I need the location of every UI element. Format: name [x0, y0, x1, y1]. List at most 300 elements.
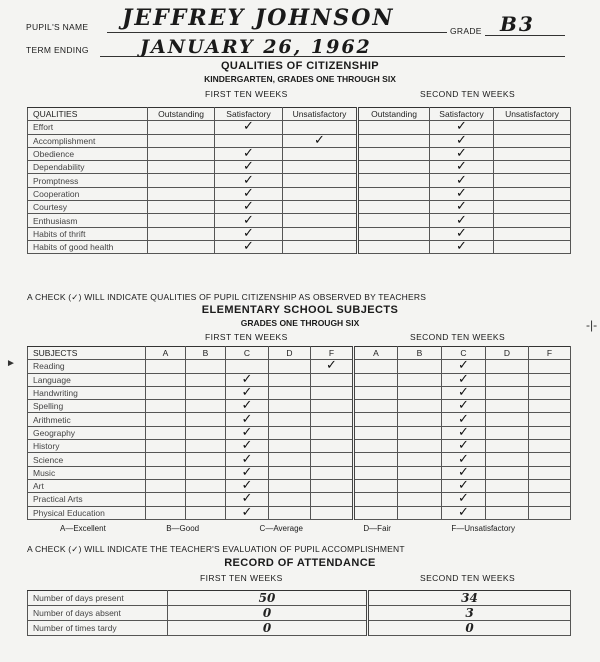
check-mark-icon: ✓	[241, 452, 253, 467]
table-row	[28, 453, 571, 466]
grade-cell	[398, 426, 442, 439]
rating-cell	[358, 240, 430, 253]
citizenship-note: A CHECK (✓) WILL INDICATE QUALITIES OF PUPIL CITIZENSHIP AS OBSERVED BY TEACHERS	[27, 292, 427, 302]
rating-cell	[430, 214, 494, 227]
check-mark-icon: ✓	[243, 173, 254, 188]
legend-a: A—Excellent	[60, 524, 106, 533]
grade-cell	[442, 400, 486, 413]
check-mark-icon: ✓	[456, 187, 467, 201]
legend-f: F—Unsatisfactory	[451, 524, 515, 533]
grade-cell	[146, 479, 186, 492]
grade-cell	[529, 360, 571, 373]
rating-cell	[430, 227, 494, 240]
check-mark-icon: ✓	[458, 506, 469, 520]
grade-value: B3	[500, 12, 535, 36]
check-mark-icon: ✓	[241, 399, 253, 413]
grade-cell	[146, 400, 186, 413]
grade-cell	[146, 360, 186, 373]
grade-cell	[398, 413, 442, 426]
grade-cell	[486, 373, 529, 386]
grade-cell	[146, 493, 186, 506]
grade-cell	[529, 413, 571, 426]
quality-name: Accomplishment	[28, 134, 148, 147]
rating-cell	[148, 174, 215, 187]
grade-cell	[354, 453, 398, 466]
grade-cell	[146, 426, 186, 439]
check-mark-icon: ✓	[243, 187, 254, 201]
check-mark-icon: ✓	[243, 160, 254, 174]
grade-cell	[354, 440, 398, 453]
table-row	[28, 373, 571, 386]
grade-cell	[442, 506, 486, 519]
grade-cell	[354, 400, 398, 413]
pupil-name-line	[107, 32, 447, 33]
grade-cell	[529, 373, 571, 386]
quality-name: Dependability	[28, 161, 148, 174]
grade-cell	[269, 386, 311, 399]
check-mark-icon: ✓	[243, 213, 254, 228]
grade-header-second-f: F	[529, 347, 571, 360]
rating-cell	[494, 161, 571, 174]
check-mark-icon: ✓	[241, 466, 253, 480]
grade-cell	[529, 386, 571, 399]
table-row	[28, 187, 571, 200]
grade-cell	[486, 453, 529, 466]
grade-cell	[354, 466, 398, 479]
grade-cell	[529, 493, 571, 506]
table-row	[28, 466, 571, 479]
grade-cell	[186, 413, 226, 426]
rating-cell	[148, 201, 215, 214]
rating-cell	[358, 174, 430, 187]
quality-name: Enthusiasm	[28, 214, 148, 227]
rating-cell	[283, 121, 358, 134]
grade-cell	[486, 426, 529, 439]
grade-cell	[186, 479, 226, 492]
subjects-title: ELEMENTARY SCHOOL SUBJECTS	[201, 304, 399, 316]
rating-cell	[430, 161, 494, 174]
citizenship-header-row	[28, 108, 571, 121]
check-mark-icon: ✓	[456, 120, 467, 135]
grade-cell	[269, 466, 311, 479]
grade-label: GRADE	[450, 26, 482, 36]
grade-cell	[354, 373, 398, 386]
grade-cell	[354, 360, 398, 373]
check-mark-icon: ✓	[458, 466, 469, 480]
attendance-label: Number of days present	[28, 591, 168, 606]
grade-header-first-b: B	[186, 347, 226, 360]
grade-header-second-c: C	[442, 347, 486, 360]
grade-cell	[442, 426, 486, 439]
pupil-name-label: PUPIL'S NAME	[26, 22, 89, 32]
grade-cell	[226, 400, 269, 413]
rating-cell	[283, 214, 358, 227]
grade-cell	[354, 506, 398, 519]
grade-cell	[186, 386, 226, 399]
grade-cell	[226, 466, 269, 479]
grade-cell	[442, 479, 486, 492]
check-mark-icon: ✓	[243, 147, 254, 161]
subject-name: Arithmetic	[28, 413, 146, 426]
table-row	[28, 493, 571, 506]
grade-cell	[442, 360, 486, 373]
rating-cell	[494, 240, 571, 253]
citizenship-subtitle: KINDERGARTEN, GRADES ONE THROUGH SIX	[204, 74, 396, 84]
grade-cell	[186, 440, 226, 453]
rating-header-first-0: Outstanding	[148, 108, 215, 121]
grade-cell	[186, 400, 226, 413]
table-row	[28, 400, 571, 413]
attendance-table	[27, 590, 571, 636]
check-mark-icon: ✓	[241, 492, 253, 507]
grade-header-second-b: B	[398, 347, 442, 360]
check-mark-icon: ✓	[241, 479, 253, 493]
table-row	[28, 606, 571, 621]
rating-cell	[215, 174, 283, 187]
table-row	[28, 240, 571, 253]
rating-cell	[283, 161, 358, 174]
grade-cell	[486, 360, 529, 373]
grade-cell	[226, 506, 269, 519]
grade-cell	[398, 479, 442, 492]
subject-name: Physical Education	[28, 506, 146, 519]
margin-mark-right: -|-	[586, 318, 598, 332]
rating-header-first-2: Unsatisfactory	[283, 108, 358, 121]
attendance-first-value: 0	[168, 606, 368, 621]
rating-cell	[358, 134, 430, 147]
rating-cell	[148, 147, 215, 160]
grade-cell	[311, 479, 354, 492]
rating-header-second-2: Unsatisfactory	[494, 108, 571, 121]
table-row	[28, 621, 571, 636]
rating-cell	[215, 214, 283, 227]
rating-cell	[494, 147, 571, 160]
grade-cell	[269, 413, 311, 426]
grade-cell	[311, 413, 354, 426]
grade-cell	[529, 400, 571, 413]
margin-mark-left: ►	[6, 358, 16, 369]
grade-cell	[269, 400, 311, 413]
grade-cell	[226, 373, 269, 386]
rating-cell	[283, 187, 358, 200]
subject-name: Geography	[28, 426, 146, 439]
rating-cell	[215, 187, 283, 200]
grade-cell	[269, 373, 311, 386]
grade-cell	[269, 360, 311, 373]
table-row	[28, 386, 571, 399]
check-mark-icon: ✓	[456, 240, 467, 254]
check-mark-icon: ✓	[456, 227, 467, 241]
subject-name: Art	[28, 479, 146, 492]
grade-cell	[529, 440, 571, 453]
qualities-header: QUALITIES	[28, 108, 148, 121]
grade-cell	[486, 400, 529, 413]
table-row	[28, 227, 571, 240]
grade-cell	[186, 373, 226, 386]
rating-cell	[148, 214, 215, 227]
grade-cell	[354, 413, 398, 426]
grade-cell	[442, 413, 486, 426]
grade-cell	[269, 479, 311, 492]
rating-cell	[283, 147, 358, 160]
subjects-note: A CHECK (✓) WILL INDICATE THE TEACHER'S EVALUATION OF PUPIL ACCOMPLISHMENT	[27, 544, 405, 554]
attendance-label: Number of days absent	[28, 606, 168, 621]
rating-cell	[283, 134, 358, 147]
grade-cell	[486, 413, 529, 426]
grade-cell	[486, 466, 529, 479]
check-mark-icon: ✓	[243, 227, 254, 241]
grade-cell	[529, 453, 571, 466]
subject-name: Language	[28, 373, 146, 386]
subject-name: Spelling	[28, 400, 146, 413]
check-mark-icon: ✓	[243, 240, 254, 254]
grade-cell	[269, 426, 311, 439]
grade-cell	[226, 413, 269, 426]
table-row	[28, 426, 571, 439]
rating-cell	[430, 187, 494, 200]
subjects-header: SUBJECTS	[28, 347, 146, 360]
check-mark-icon: ✓	[241, 412, 253, 427]
rating-cell	[430, 240, 494, 253]
rating-cell	[430, 201, 494, 214]
grade-cell	[146, 386, 186, 399]
grade-cell	[226, 479, 269, 492]
rating-cell	[494, 121, 571, 134]
rating-header-first-1: Satisfactory	[215, 108, 283, 121]
grade-cell	[186, 493, 226, 506]
rating-cell	[358, 227, 430, 240]
grade-cell	[398, 506, 442, 519]
grade-cell	[186, 360, 226, 373]
grade-cell	[529, 426, 571, 439]
rating-cell	[358, 201, 430, 214]
table-row	[28, 413, 571, 426]
attendance-second-weeks: SECOND TEN WEEKS	[420, 573, 516, 583]
table-row	[28, 214, 571, 227]
grade-cell	[442, 453, 486, 466]
grade-cell	[311, 373, 354, 386]
attendance-second-value: 3	[368, 606, 571, 621]
check-mark-icon: ✓	[456, 160, 467, 174]
attendance-first-value: 0	[168, 621, 368, 636]
subject-name: Handwriting	[28, 386, 146, 399]
rating-cell	[494, 201, 571, 214]
rating-cell	[215, 134, 283, 147]
check-mark-icon: ✓	[241, 386, 253, 400]
rating-header-second-1: Satisfactory	[430, 108, 494, 121]
rating-cell	[215, 201, 283, 214]
check-mark-icon: ✓	[458, 386, 469, 400]
rating-cell	[215, 147, 283, 160]
grade-cell	[398, 466, 442, 479]
grade-cell	[398, 453, 442, 466]
quality-name: Habits of good health	[28, 240, 148, 253]
rating-cell	[148, 134, 215, 147]
rating-cell	[215, 161, 283, 174]
rating-cell	[358, 121, 430, 134]
check-mark-icon: ✓	[241, 506, 253, 520]
grade-cell	[311, 360, 354, 373]
rating-cell	[358, 147, 430, 160]
grade-cell	[486, 479, 529, 492]
quality-name: Habits of thrift	[28, 227, 148, 240]
attendance-title: RECORD OF ATTENDANCE	[224, 557, 376, 569]
subject-name: History	[28, 440, 146, 453]
legend-b: B—Good	[166, 524, 200, 533]
table-row	[28, 591, 571, 606]
grade-cell	[311, 506, 354, 519]
grade-cell	[226, 386, 269, 399]
rating-cell	[494, 134, 571, 147]
table-row	[28, 174, 571, 187]
citizenship-first-weeks: FIRST TEN WEEKS	[205, 89, 288, 99]
legend-c: C—Average	[259, 524, 303, 533]
grade-cell	[146, 413, 186, 426]
attendance-second-value: 34	[368, 591, 571, 606]
grade-cell	[226, 493, 269, 506]
quality-name: Obedience	[28, 147, 148, 160]
rating-cell	[283, 174, 358, 187]
subjects-first-weeks: FIRST TEN WEEKS	[205, 332, 288, 342]
grade-cell	[226, 440, 269, 453]
table-row	[28, 134, 571, 147]
grade-cell	[269, 453, 311, 466]
rating-cell	[494, 227, 571, 240]
grade-cell	[354, 426, 398, 439]
table-row	[28, 161, 571, 174]
grade-cell	[311, 493, 354, 506]
grade-cell	[529, 506, 571, 519]
check-mark-icon: ✓	[458, 479, 469, 493]
rating-cell	[283, 201, 358, 214]
pupil-name-value: JEFFREY JOHNSON	[122, 5, 395, 31]
rating-cell	[430, 147, 494, 160]
check-mark-icon: ✓	[456, 134, 467, 148]
grade-legend	[60, 524, 570, 533]
grade-cell	[186, 506, 226, 519]
grade-cell	[442, 466, 486, 479]
check-mark-icon: ✓	[456, 213, 467, 228]
quality-name: Courtesy	[28, 201, 148, 214]
grade-cell	[442, 373, 486, 386]
table-row	[28, 201, 571, 214]
grade-cell	[398, 440, 442, 453]
grade-cell	[354, 479, 398, 492]
rating-cell	[430, 134, 494, 147]
check-mark-icon: ✓	[456, 147, 467, 161]
check-mark-icon: ✓	[314, 134, 325, 148]
subject-name: Reading	[28, 360, 146, 373]
check-mark-icon: ✓	[458, 492, 469, 507]
rating-cell	[494, 214, 571, 227]
grade-cell	[486, 493, 529, 506]
subjects-header-row	[28, 347, 571, 360]
term-ending-value: JANUARY 26, 1962	[140, 36, 372, 58]
rating-cell	[430, 121, 494, 134]
rating-cell	[148, 121, 215, 134]
check-mark-icon: ✓	[326, 359, 337, 374]
grade-cell	[186, 453, 226, 466]
grade-cell	[398, 360, 442, 373]
grade-cell	[398, 373, 442, 386]
grade-header-second-a: A	[354, 347, 398, 360]
quality-name: Effort	[28, 121, 148, 134]
term-ending-label: TERM ENDING	[26, 45, 89, 55]
grade-cell	[311, 453, 354, 466]
check-mark-icon: ✓	[456, 200, 467, 214]
rating-cell	[283, 227, 358, 240]
grade-cell	[226, 453, 269, 466]
check-mark-icon: ✓	[458, 426, 469, 440]
check-mark-icon: ✓	[243, 200, 254, 214]
grade-cell	[311, 400, 354, 413]
grade-cell	[311, 386, 354, 399]
citizenship-table	[27, 107, 571, 254]
grade-cell	[398, 400, 442, 413]
rating-cell	[358, 187, 430, 200]
check-mark-icon: ✓	[243, 120, 254, 135]
check-mark-icon: ✓	[458, 452, 469, 467]
check-mark-icon: ✓	[241, 426, 253, 440]
legend-d: D—Fair	[363, 524, 391, 533]
table-row	[28, 360, 571, 373]
table-row	[28, 479, 571, 492]
rating-cell	[148, 227, 215, 240]
grade-cell	[226, 360, 269, 373]
grade-header-first-a: A	[146, 347, 186, 360]
subject-name: Practical Arts	[28, 493, 146, 506]
citizenship-title: QUALITIES OF CITIZENSHIP	[220, 60, 380, 72]
grade-cell	[442, 493, 486, 506]
grade-cell	[486, 440, 529, 453]
grade-cell	[226, 426, 269, 439]
rating-cell	[494, 174, 571, 187]
subjects-subtitle: GRADES ONE THROUGH SIX	[240, 318, 360, 328]
grade-cell	[442, 386, 486, 399]
grade-cell	[186, 426, 226, 439]
grade-cell	[311, 440, 354, 453]
rating-cell	[215, 227, 283, 240]
grade-cell	[146, 453, 186, 466]
rating-cell	[215, 121, 283, 134]
grade-cell	[146, 506, 186, 519]
grade-cell	[354, 386, 398, 399]
attendance-second-value: 0	[368, 621, 571, 636]
rating-cell	[358, 214, 430, 227]
subjects-second-weeks: SECOND TEN WEEKS	[410, 332, 506, 342]
grade-cell	[146, 466, 186, 479]
citizenship-second-weeks: SECOND TEN WEEKS	[420, 89, 516, 99]
check-mark-icon: ✓	[458, 439, 469, 453]
quality-name: Promptness	[28, 174, 148, 187]
rating-cell	[358, 161, 430, 174]
check-mark-icon: ✓	[456, 173, 467, 188]
grade-cell	[354, 493, 398, 506]
subject-name: Music	[28, 466, 146, 479]
grade-cell	[442, 440, 486, 453]
rating-cell	[430, 174, 494, 187]
check-mark-icon: ✓	[241, 439, 253, 453]
grade-header-second-d: D	[486, 347, 529, 360]
check-mark-icon: ✓	[458, 359, 469, 374]
grade-cell	[486, 506, 529, 519]
grade-cell	[269, 493, 311, 506]
rating-cell	[148, 161, 215, 174]
rating-cell	[494, 187, 571, 200]
check-mark-icon: ✓	[458, 373, 469, 387]
grade-cell	[311, 466, 354, 479]
table-row	[28, 121, 571, 134]
